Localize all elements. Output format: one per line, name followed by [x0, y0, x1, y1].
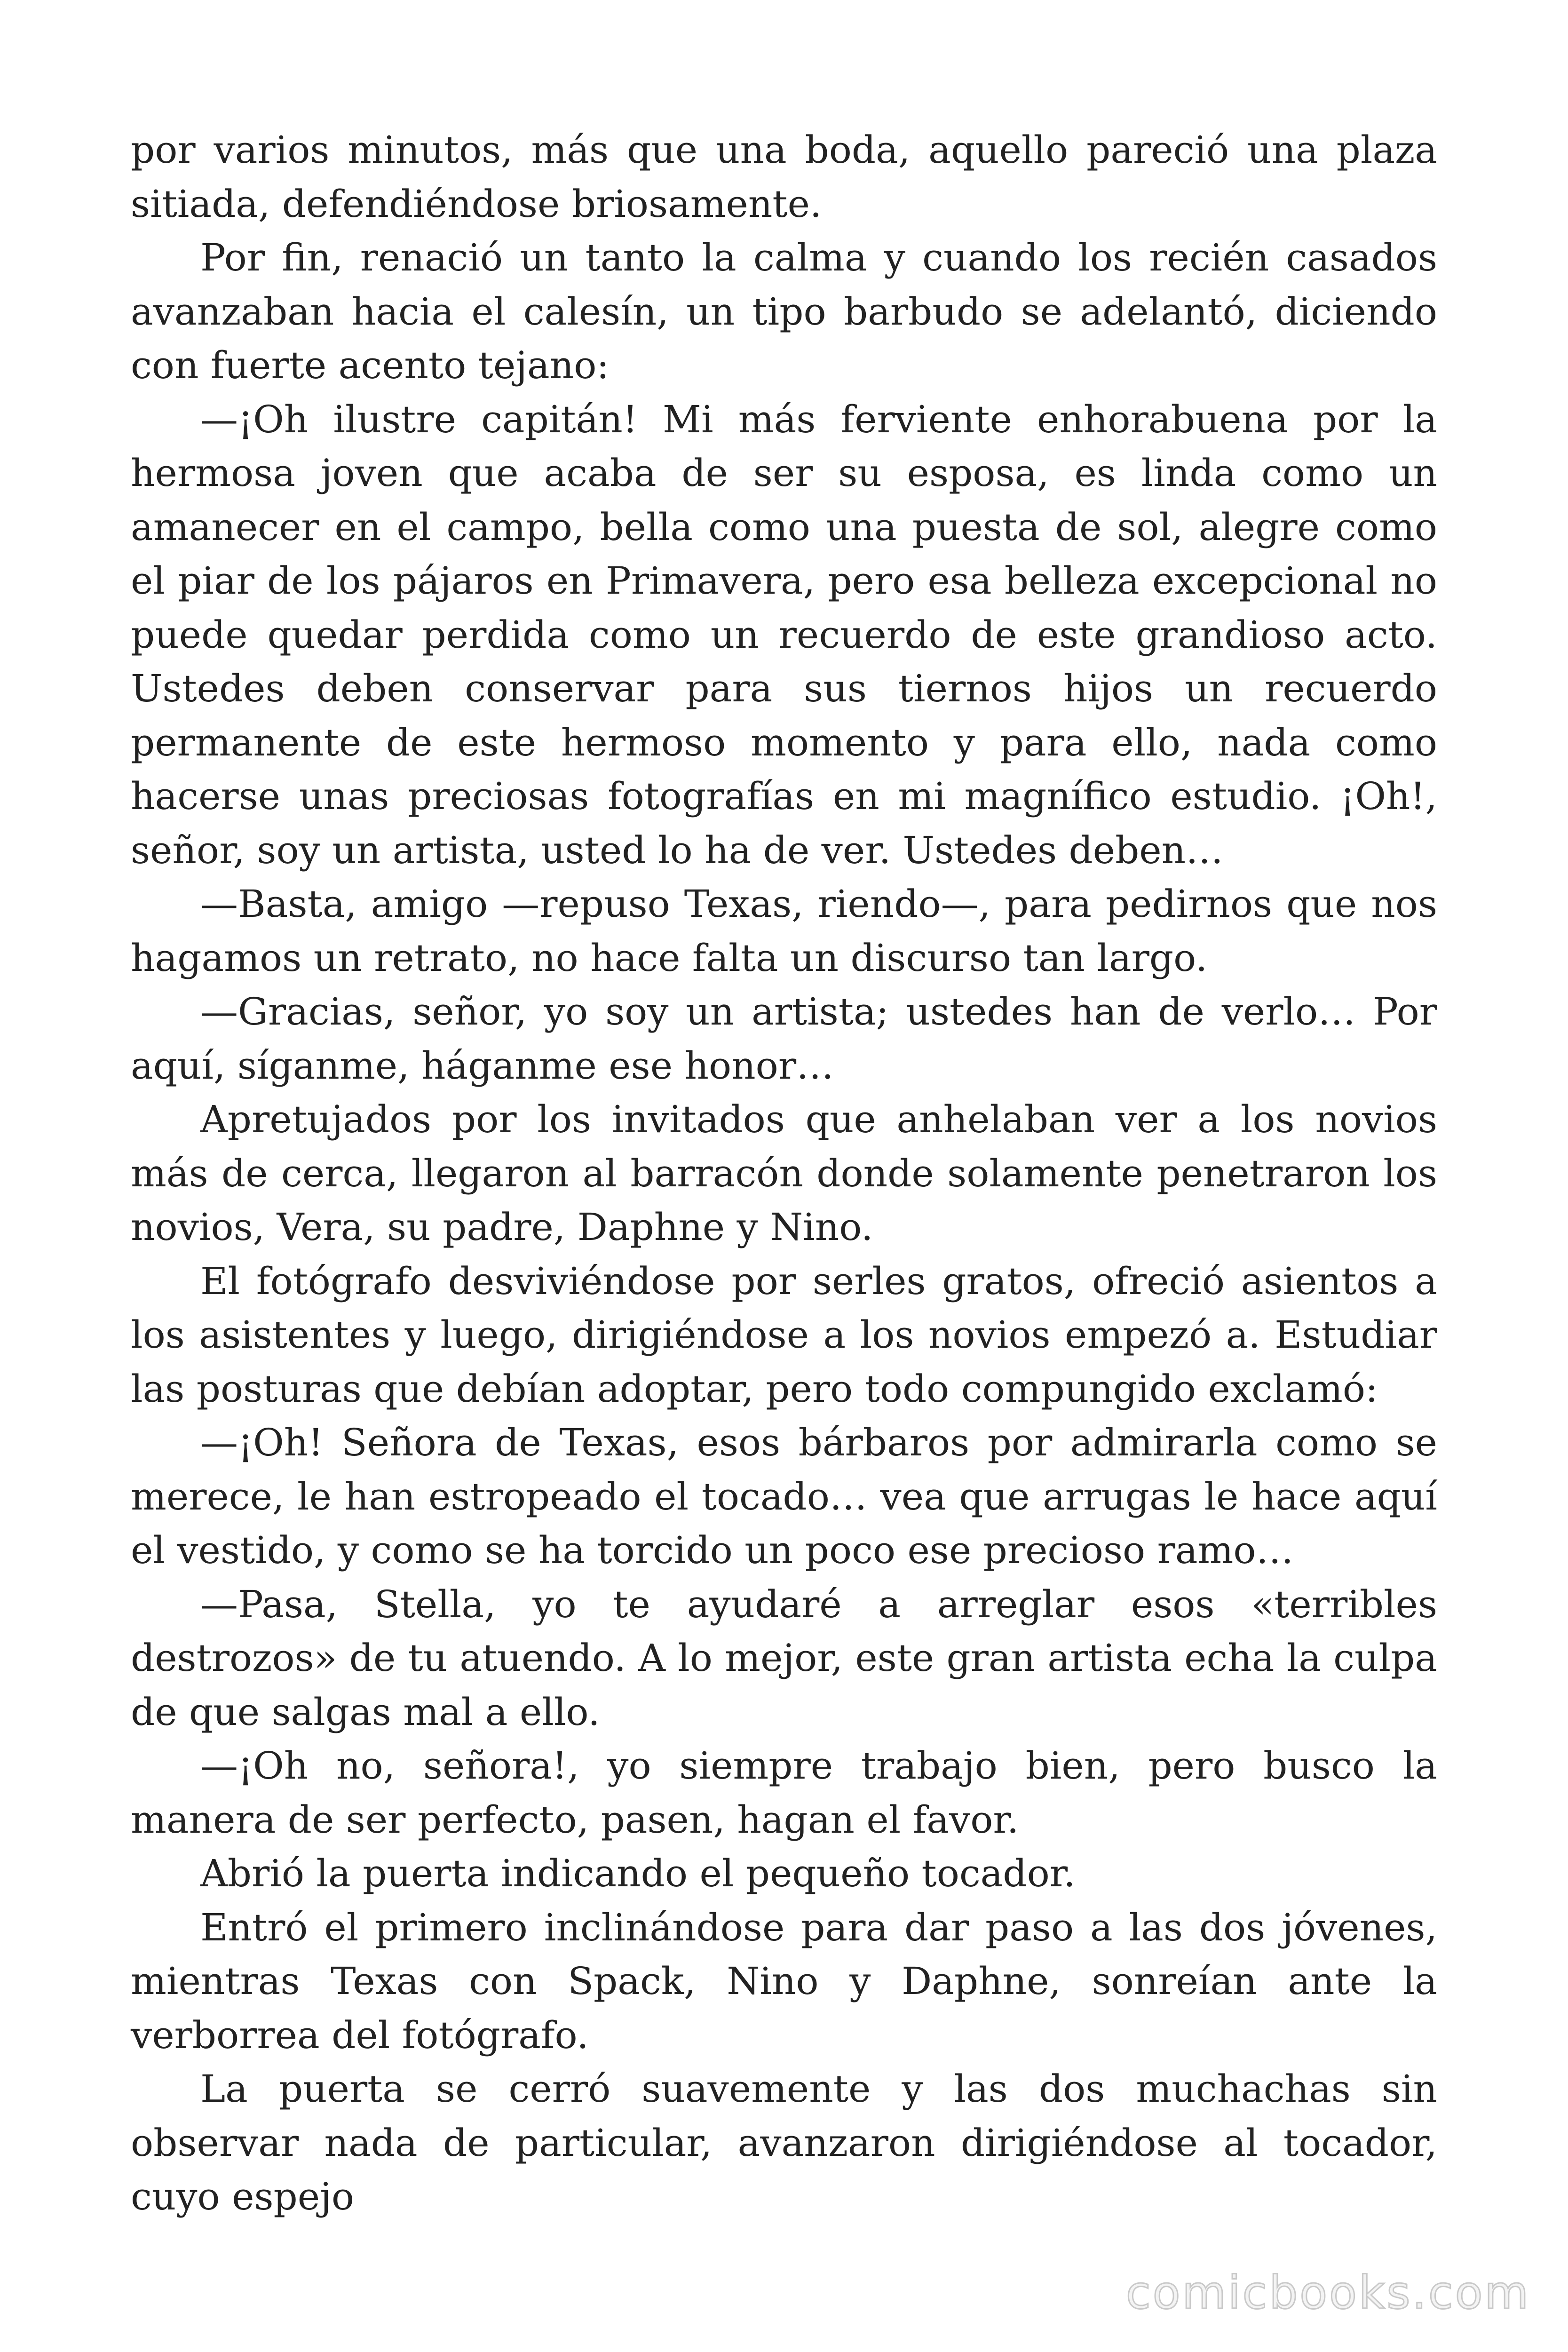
paragraph: La puerta se cerró suavemente y las dos muchachas sin observar nada de particular, avanzaron dirigiéndose al tocador, cuyo espejo — [131, 2067, 1437, 2218]
paragraph: —¡Oh ilustre capitán! Mi más ferviente enhorabuena por la hermosa joven que acaba de ser su esposa, es linda como un amanecer en el campo, bella como una puesta de sol, alegre como el piar de los pájaros en Primavera, pero esa belleza excepcional no puede quedar perdida como un recuerdo de este grandioso acto. Ustedes deben conservar para sus tiernos hijos un recuerdo permanente de este hermoso momento y para ello, nada como hacerse unas preciosas fotografías en mi magnífico estudio. ¡Oh!, señor, soy un artista, usted lo ha de ver. Ustedes deben… — [131, 397, 1437, 872]
paragraph: —Pasa, Stella, yo te ayudaré a arreglar esos «terribles destrozos» de tu atuendo. A lo mejor, este gran artista echa la culpa de que salgas mal a ello. — [131, 1582, 1437, 1734]
paragraph: —¡Oh no, señora!, yo siempre trabajo bien, pero busco la manera de ser perfecto, pasen, hagan el favor. — [131, 1744, 1437, 1842]
paragraph: Abrió la puerta indicando el pequeño tocador. — [200, 1851, 1076, 1895]
paragraph: Por fin, renació un tanto la calma y cuando los recién casados avanzaban hacia el calesín, un tipo barbudo se adelantó, diciendo con fuerte acento tejano: — [131, 236, 1437, 387]
paragraph: —¡Oh! Señora de Texas, esos bárbaros por admirarla como se merece, le han estropeado el tocado… vea que arrugas le hace aquí el vestido, y como se ha torcido un poco ese precioso ramo… — [131, 1421, 1437, 1572]
paragraph: Apretujados por los invitados que anhelaban ver a los novios más de cerca, llegaron al barracón donde solamente penetraron los novios, Vera, su padre, Daphne y Nino. — [131, 1097, 1437, 1249]
paragraph: El fotógrafo desviviéndose por serles gratos, ofreció asientos a los asistentes y luego, dirigiéndose a los novios empezó a. Estudiar las posturas que debían adoptar, pero todo compungido exclamó: — [131, 1259, 1437, 1411]
paragraph: —Basta, amigo —repuso Texas, riendo—, para pedirnos que nos hagamos un retrato, no hace falta un discurso tan largo. — [131, 882, 1437, 980]
watermark: comicbooks.com — [1125, 2266, 1530, 2319]
page-body — [131, 123, 1437, 2224]
paragraph: por varios minutos, más que una boda, aquello pareció una plaza sitiada, defendiéndose briosamente. — [131, 128, 1437, 226]
paragraph: Entró el primero inclinándose para dar paso a las dos jóvenes, mientras Texas con Spack, Nino y Daphne, sonreían ante la verborrea del fotógrafo. — [131, 1905, 1437, 2057]
paragraph: —Gracias, señor, yo soy un artista; ustedes han de verlo… Por aquí, síganme, háganme ese honor… — [131, 990, 1437, 1088]
